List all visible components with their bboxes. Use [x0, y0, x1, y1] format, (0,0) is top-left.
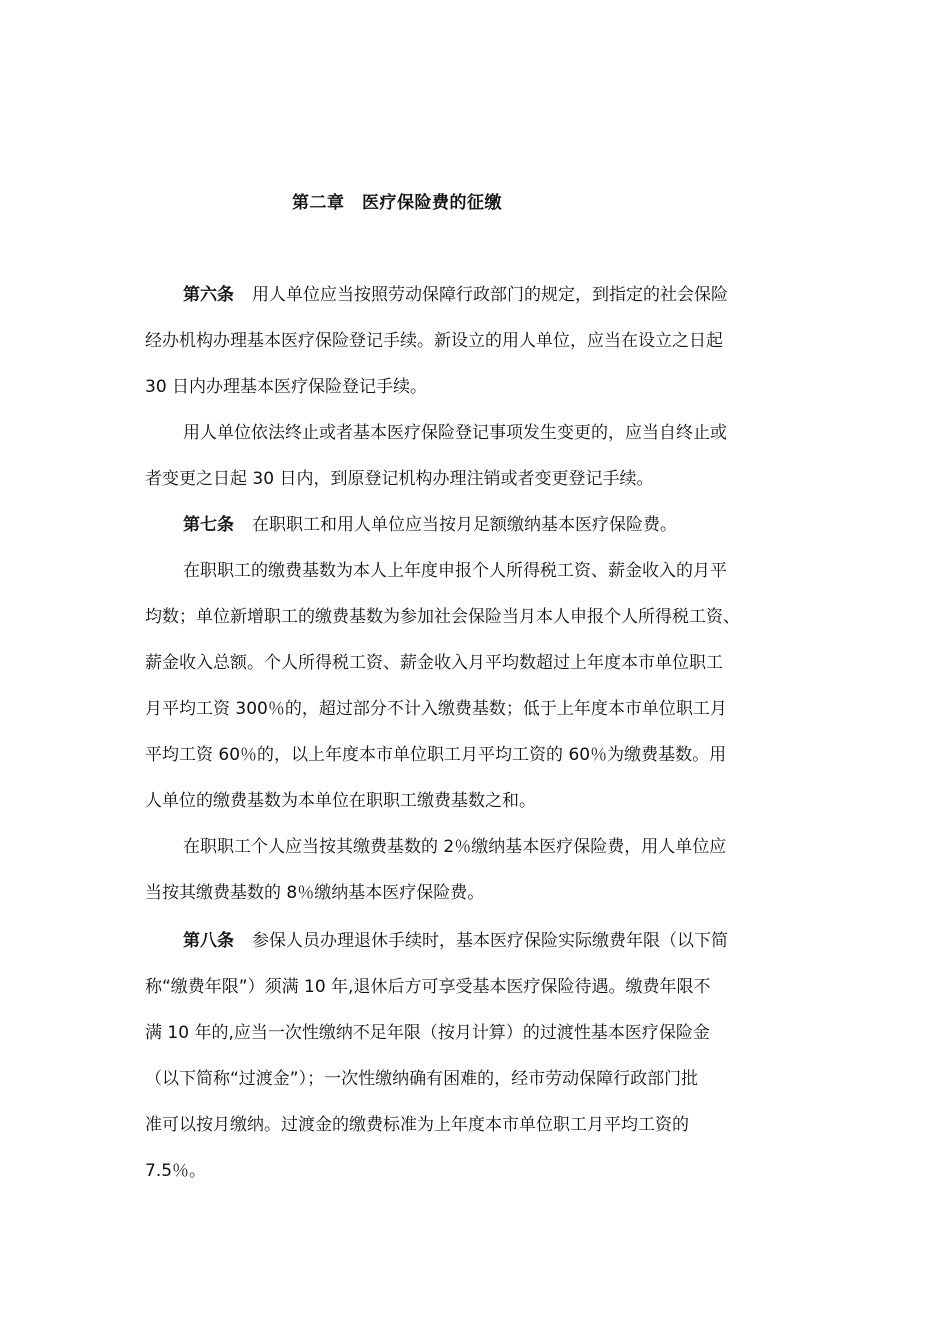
article-label: 第七条: [183, 515, 234, 535]
line-text: 7.5％。: [145, 1161, 207, 1181]
paragraph-line: [145, 329, 723, 353]
line-text: 人单位的缴费基数为本单位在职职工缴费基数之和。: [145, 791, 536, 811]
paragraph-line: [145, 651, 723, 675]
paragraph-line: [145, 1067, 698, 1091]
line-text: 用人单位依法终止或者基本医疗保险登记事项发生变更的，应当自终止或: [183, 423, 727, 443]
paragraph-line: [183, 835, 726, 859]
paragraph-line: [145, 1159, 206, 1183]
chapter-title: 第二章 医疗保险费的征缴: [292, 193, 502, 213]
article-label: 第八条: [183, 931, 234, 951]
paragraph-line: [183, 283, 728, 307]
paragraph-line: [145, 975, 710, 999]
paragraph-line: [145, 743, 726, 767]
line-text: 经办机构办理基本医疗保险登记手续。新设立的用人单位，应当在设立之日起: [145, 331, 723, 351]
paragraph-line: [183, 929, 728, 953]
article-label: 第六条: [183, 285, 234, 305]
paragraph-line: [183, 421, 727, 445]
line-text: 在职职工和用人单位应当按月足额缴纳基本医疗保险费。: [252, 515, 677, 535]
line-text: 在职职工的缴费基数为本人上年度申报个人所得税工资、薪金收入的月平: [183, 561, 727, 581]
paragraph-line: [145, 1021, 710, 1045]
line-text: 月平均工资 300％的，超过部分不计入缴费基数；低于上年度本市单位职工月: [145, 699, 727, 719]
line-text: 参保人员办理退休手续时，基本医疗保险实际缴费年限（以下简: [252, 931, 728, 951]
line-text: 薪金收入总额。个人所得税工资、薪金收入月平均数超过上年度本市单位职工: [145, 653, 723, 673]
line-text: 用人单位应当按照劳动保障行政部门的规定，到指定的社会保险: [252, 285, 728, 305]
line-text: 称“缴费年限”）须满 10 年,退休后方可享受基本医疗保险待遇。缴费年限不: [145, 977, 711, 997]
paragraph-line: [145, 467, 653, 491]
line-text: 均数；单位新增职工的缴费基数为参加社会保险当月本人申报个人所得税工资、: [145, 607, 740, 627]
line-text: 准可以按月缴纳。过渡金的缴费标准为上年度本市单位职工月平均工资的: [145, 1115, 689, 1135]
paragraph-line: [145, 605, 740, 629]
paragraph-line: [183, 559, 727, 583]
line-text: 30 日内办理基本医疗保险登记手续。: [145, 377, 428, 397]
paragraph-line: [183, 513, 677, 537]
line-text: 当按其缴费基数的 8％缴纳基本医疗保险费。: [145, 883, 485, 903]
paragraph-line: [145, 1113, 689, 1137]
line-text: 平均工资 60％的，以上年度本市单位职工月平均工资的 60％为缴费基数。用: [145, 745, 727, 765]
line-text: 在职职工个人应当按其缴费基数的 2％缴纳基本医疗保险费，用人单位应: [183, 837, 727, 857]
paragraph-line: [145, 881, 484, 905]
paragraph-line: [145, 789, 536, 813]
line-text: 者变更之日起 30 日内，到原登记机构办理注销或者变更登记手续。: [145, 469, 654, 489]
paragraph-line: [145, 697, 727, 721]
line-text: 满 10 年的,应当一次性缴纳不足年限（按月计算）的过渡性基本医疗保险金: [145, 1023, 710, 1043]
line-text: （以下简称“过渡金”）；一次性缴纳确有困难的，经市劳动保障行政部门批: [145, 1069, 699, 1089]
paragraph-line: [145, 375, 427, 399]
